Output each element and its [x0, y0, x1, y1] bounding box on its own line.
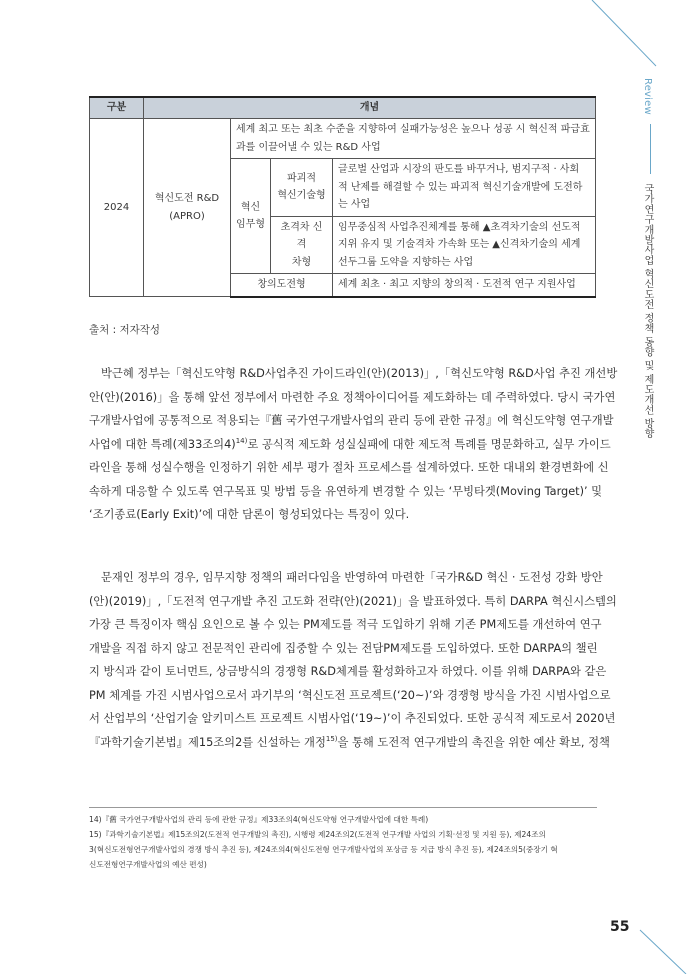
footnotes: 14)『舊 국가연구개발사업의 관리 등에 관한 규정』제33조의4(혁신도약형 연구개발사업에 대한 특례) 15)『과학기술기본법』제15조의2(도전적 연구개발의 촉진), 시행령 제24조의2(도전적 연구개발 사업의 기획·선정 및 지원 등), 제24조의 3(혁신도전형연구개발사업의 경쟁 방식 추진 등), 제24조의4(혁신도전형 연구개발사업의 포상금 등 지급 방식 추진 등), 제24조의5(중장기 혁 신도전형연구개발사업의 예산 편성) — [89, 812, 597, 872]
table-row — [90, 119, 596, 159]
footnote-ref-14[interactable]: 14) — [235, 436, 248, 445]
table-header-row — [90, 97, 596, 119]
body-paragraph-1: 박근혜 정부는「혁신도약형 R&D사업추진 가이드라인(안)(2013)」,「혁신도약형 R&D사업 추진 개선방 안(안)(2016)」을 통해 앞선 정부에서 마련한 주요 정책아이디어를 제도화하는 데 주력하였다. 당시 국가연 구개발사업에 공통적으로 적용되는『舊 국가연구개발사업의 관리 등에 관한 규정』에 혁신도약형 연구개발 사업에 대한 특례(제33조의4)$^{14)}$로 공식적 제도화 성실실패에 대한 제도적 특례를 명문화하고, 실무 가이드 라인을 통해 성실수행을 인정하기 위한 세부 평가 절차 프로세스를 설계하였다. 또한 대내외 환경변화에 신 속하게 대응할 수 있도록 연구목표 및 방법 등을 유연하게 변경할 수 있는 ‘무빙타겟(Moving Target)’ 및 ‘조기종료(Early Exit)’에 대한 담론이 형성되었다는 특징이 있다. — [89, 367, 618, 521]
side-divider — [650, 124, 651, 174]
ultragap-desc-cell: 임무중심적 사업추진체계를 통해 ▲초격차기술의 선도적 지위 유지 및 기술격차 가속화 또는 ▲신격차기술의 세계 선두그룹 도약을 지향하는 사업 — [333, 216, 596, 274]
mission-type-cell: 혁신 임무형 — [231, 159, 271, 274]
header-category: 구분 — [90, 97, 144, 119]
program-cell — [144, 119, 231, 297]
creative-type-cell: 창의도전형 — [231, 274, 333, 297]
definition-cell: 세계 최고 또는 최초 수준을 지향하여 실패가능성은 높으나 성공 시 혁신적 파급효 과를 이끌어낼 수 있는 R&D 사업 — [231, 119, 596, 159]
disruptive-desc-cell: 글로벌 산업과 시장의 판도를 바꾸거나, 범지구적 · 사회 적 난제를 해결할 수 있는 파괴적 혁신기술개발에 도전하 는 사업 — [333, 159, 596, 217]
ultragap-type-cell: 초격차 신격 차형 — [271, 216, 333, 274]
year-cell: 2024 — [90, 119, 144, 297]
table-source: 출처 : 저자작성 — [89, 324, 161, 336]
creative-desc-cell: 세계 최초 · 최고 지향의 창의적 · 도전적 연구 지원사업 — [333, 274, 596, 297]
program-abbr: (APRO) — [169, 210, 205, 222]
side-running-title — [640, 78, 655, 439]
definition-table — [89, 96, 596, 298]
footnote-ref-15[interactable]: 15) — [325, 734, 338, 743]
review-label: Review — [642, 78, 653, 115]
body-paragraph-2: 문재인 정부의 경우, 임무지향 정책의 패러다임을 반영하여 마련한「국가R&D 혁신 · 도전성 강화 방안 (안)(2019)」,「도전적 연구개발 추진 고도화 전략(안)(2021)」을 발표하였다. 특히 DARPA 혁신시스템의 가장 큰 특징이자 핵심 요인으로 볼 수 있는 PM제도를 적극 도입하기 위해 기존 PM제도를 개선하여 연구 개발을 직접 하지 않고 전문적인 관리에 집중할 수 있는 전담PM제도를 도입하였다. 또한 DARPA의 챌린 지 방식과 같이 토너먼트, 상금방식의 경쟁형 R&D체계를 활성화하고자 하였다. 이를 위해 DARPA와 같은 PM 체계를 가진 시범사업으로서 과기부의 ‘혁신도전 프로젝트(‘20~)’와 경쟁형 방식을 가진 시범사업으로 서 산업부의 ‘산업기술 알키미스트 프로젝트 시범사업(‘19~)’이 추진되었다. 또한 공식적 제도로서 2020년 『과학기술기본법』제15조의2를 신설하는 개정$^{15)}$을 통해 도전적 연구개발의 촉진을 위한 예산 확보, 정책 — [89, 571, 617, 749]
footnote-divider — [89, 807, 597, 808]
header-concept: 개념 — [144, 97, 596, 119]
side-title-text: 국가연구개발사업 혁신도전 정책 동향 및 제도개선 방향 — [642, 183, 653, 439]
footnote-15: 15)『과학기술기본법』제15조의2(도전적 연구개발의 촉진), 시행령 제24조의2(도전적 연구개발 사업의 기획·선정 및 지원 등), 제24조의 — [89, 830, 546, 839]
footnote-14: 14)『舊 국가연구개발사업의 관리 등에 관한 규정』제33조의4(혁신도약형 연구개발사업에 대한 특례) — [89, 815, 429, 824]
disruptive-type-cell: 파괴적 혁신기술형 — [271, 159, 333, 217]
page-number: 55 — [610, 919, 630, 935]
program-name: 혁신도전 R&D — [154, 193, 220, 204]
